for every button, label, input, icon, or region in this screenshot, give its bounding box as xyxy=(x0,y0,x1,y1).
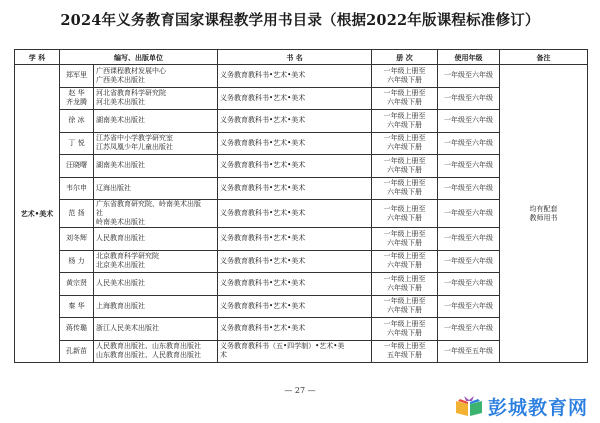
volumes-cell xyxy=(372,87,438,110)
cell-line: 六年级下册 xyxy=(387,328,422,337)
publisher-cell xyxy=(94,228,218,251)
publisher-cell xyxy=(94,87,218,110)
cell-line: 义务教育教科书•艺术•美术 xyxy=(220,234,306,243)
cell-line: 秦 华 xyxy=(68,301,85,310)
editor-cell xyxy=(60,295,94,318)
book-logo-icon xyxy=(454,395,484,417)
cell-line: 五年级下册 xyxy=(387,351,422,360)
cell-line: 徐 冰 xyxy=(68,116,85,125)
editor-cell xyxy=(60,110,94,133)
editor-cell xyxy=(60,318,94,341)
volumes-cell xyxy=(372,200,438,228)
cell-line: 义务教育教科书•艺术•美术 xyxy=(220,301,306,310)
book-title-cell xyxy=(218,340,372,363)
cell-line: 义务教育教科书•艺术•美术 xyxy=(220,209,306,217)
book-title-cell xyxy=(218,200,372,228)
cell-line: 人民教育出版社、山东教育出版社 xyxy=(96,342,201,351)
grade-cell: 一年级至六年级 xyxy=(438,273,500,296)
textbook-catalog-table xyxy=(14,49,588,363)
volumes-cell xyxy=(372,65,438,88)
cell-line: 河北美术出版社 xyxy=(96,98,145,107)
cell-line: 六年级下册 xyxy=(387,120,422,129)
note-cell xyxy=(500,65,588,363)
grade-cell: 一年级至六年级 xyxy=(438,110,500,133)
page-number: — 27 — xyxy=(284,386,316,395)
publisher-cell xyxy=(94,250,218,273)
header-volumes: 册 次 xyxy=(372,50,438,65)
cell-line: 义务教育教科书•艺术•美术 xyxy=(220,138,306,147)
volumes-cell xyxy=(372,177,438,200)
cell-line: 义务教育教科书•艺术•美术 xyxy=(220,71,306,80)
cell-line: 北京教育科学研究院 xyxy=(96,252,159,261)
editor-cell xyxy=(60,177,94,200)
cell-line: 汪晓曙 xyxy=(66,161,87,170)
book-title-cell xyxy=(218,87,372,110)
cell-line: 江苏凤凰少年儿童出版社 xyxy=(96,143,173,152)
cell-line: 社 xyxy=(96,209,103,217)
cell-line: 义务教育教科书•艺术•美术 xyxy=(220,324,306,333)
cell-line: 韦尔申 xyxy=(66,183,87,192)
volumes-cell xyxy=(372,228,438,251)
volumes-cell xyxy=(372,132,438,155)
grade-cell: 一年级至六年级 xyxy=(438,318,500,341)
cell-line: 人民教育出版社 xyxy=(96,234,145,243)
cell-line: 岭南美术出版社 xyxy=(96,218,145,226)
header-editor-publisher: 编写、出版单位 xyxy=(60,50,218,65)
book-title-cell xyxy=(218,110,372,133)
grade-cell: 一年级至六年级 xyxy=(438,65,500,88)
publisher-cell xyxy=(94,177,218,200)
header-note: 备注 xyxy=(500,50,588,65)
publisher-cell xyxy=(94,200,218,228)
cell-line: 义务教育教科书•艺术•美术 xyxy=(220,279,306,288)
publisher-cell xyxy=(94,155,218,178)
volumes-cell xyxy=(372,250,438,273)
cell-line: 丁 悦 xyxy=(68,138,85,147)
grade-cell: 一年级至六年级 xyxy=(438,228,500,251)
cell-line: 教师用书 xyxy=(529,213,558,222)
subject-cell: 艺术•美术 xyxy=(15,65,60,363)
book-title-cell xyxy=(218,273,372,296)
cell-line: 一年级上册至 xyxy=(383,342,426,351)
cell-line: 黄宗贤 xyxy=(66,279,87,288)
cell-line: 蒋传璐 xyxy=(66,324,87,333)
cell-line: 江苏省中小学教学研究室 xyxy=(96,134,173,143)
page-title: 2024年义务教育国家课程教学用书目录（根据2022年版课程标准修订） xyxy=(60,12,540,29)
cell-line: 六年级下册 xyxy=(387,98,422,107)
header-subject: 学 科 xyxy=(15,50,60,65)
publisher-cell xyxy=(94,65,218,88)
grade-cell: 一年级至六年级 xyxy=(438,200,500,228)
cell-line: 辽海出版社 xyxy=(96,183,131,192)
cell-line: 六年级下册 xyxy=(387,238,422,247)
volumes-cell xyxy=(372,318,438,341)
grade-cell: 一年级至六年级 xyxy=(438,295,500,318)
publisher-cell xyxy=(94,340,218,363)
publisher-cell xyxy=(94,132,218,155)
volumes-cell xyxy=(372,155,438,178)
grade-cell: 一年级至六年级 xyxy=(438,250,500,273)
cell-line: 义务教育教科书•艺术•美术 xyxy=(220,93,306,102)
grade-cell: 一年级至五年级 xyxy=(438,340,500,363)
editor-cell xyxy=(60,200,94,228)
grade-cell: 一年级至六年级 xyxy=(438,87,500,110)
publisher-cell xyxy=(94,295,218,318)
cell-line: 六年级下册 xyxy=(387,143,422,152)
cell-line: 一年级上册至 xyxy=(383,252,426,261)
grade-cell: 一年级至六年级 xyxy=(438,155,500,178)
cell-line: 杨 力 xyxy=(68,256,85,265)
cell-line: 六年级下册 xyxy=(387,283,422,292)
book-title-cell xyxy=(218,65,372,88)
cell-line: 一年级上册至 xyxy=(383,274,426,283)
cell-line: 六年级下册 xyxy=(387,261,422,270)
header-book-title: 书 名 xyxy=(218,50,372,65)
cell-line: 湖南美术出版社 xyxy=(96,161,145,170)
cell-line: 一年级上册至 xyxy=(383,179,426,188)
book-title-cell xyxy=(218,295,372,318)
cell-line: 六年级下册 xyxy=(387,306,422,315)
book-title-cell xyxy=(218,318,372,341)
publisher-cell xyxy=(94,273,218,296)
cell-line: 一年级上册至 xyxy=(383,204,426,213)
cell-line: 术 xyxy=(220,351,227,360)
editor-cell xyxy=(60,65,94,88)
book-title-cell xyxy=(218,177,372,200)
header-grade: 使用年级 xyxy=(438,50,500,65)
cell-line: 均有配套 xyxy=(529,204,558,213)
book-title-cell xyxy=(218,250,372,273)
cell-line: 山东教育出版社、人民教育出版社 xyxy=(96,351,201,360)
cell-line: 一年级上册至 xyxy=(383,66,426,75)
cell-line: 一年级上册至 xyxy=(383,156,426,165)
publisher-cell xyxy=(94,110,218,133)
cell-line: 人民美术出版社 xyxy=(96,279,145,288)
cell-line: 河北省教育科学研究院 xyxy=(96,89,166,98)
editor-cell xyxy=(60,155,94,178)
editor-cell xyxy=(60,250,94,273)
book-title-cell xyxy=(218,228,372,251)
grade-cell: 一年级至六年级 xyxy=(438,132,500,155)
cell-line: 北京美术出版社 xyxy=(96,261,145,270)
cell-line: 一年级上册至 xyxy=(383,229,426,238)
book-title-cell xyxy=(218,155,372,178)
publisher-cell xyxy=(94,318,218,341)
cell-line: 义务教育教科书•艺术•美术 xyxy=(220,116,306,125)
cell-line: 义务教育教科书•艺术•美术 xyxy=(220,161,306,170)
cell-line: 一年级上册至 xyxy=(383,297,426,306)
cell-line: 六年级下册 xyxy=(387,213,422,222)
volumes-cell xyxy=(372,110,438,133)
editor-cell xyxy=(60,87,94,110)
cell-line: 六年级下册 xyxy=(387,75,422,84)
editor-cell xyxy=(60,132,94,155)
table-header-row xyxy=(15,50,588,65)
grade-cell: 一年级至六年级 xyxy=(438,177,500,200)
cell-line: 赵 华 xyxy=(68,89,85,98)
editor-cell xyxy=(60,340,94,363)
cell-line: 齐龙腾 xyxy=(66,98,87,107)
cell-line: 湖南美术出版社 xyxy=(96,116,145,125)
editor-cell xyxy=(60,273,94,296)
cell-line: 一年级上册至 xyxy=(383,134,426,143)
watermark-text: 彭城教育网 xyxy=(487,396,588,419)
cell-line: 一年级上册至 xyxy=(383,319,426,328)
volumes-cell xyxy=(372,340,438,363)
cell-line: 广西美术出版社 xyxy=(96,75,145,84)
cell-line: 六年级下册 xyxy=(387,165,422,174)
cell-line: 义务教育教科书（五•四学制）•艺术•美 xyxy=(220,342,345,351)
editor-cell xyxy=(60,228,94,251)
cell-line: 刘冬辉 xyxy=(66,234,87,243)
table-row xyxy=(15,65,588,88)
site-watermark xyxy=(454,393,588,419)
cell-line: 广西课程教材发展中心 xyxy=(96,66,166,75)
volumes-cell xyxy=(372,273,438,296)
cell-line: 郑军里 xyxy=(66,71,87,80)
cell-line: 浙江人民美术出版社 xyxy=(96,324,159,333)
cell-line: 义务教育教科书•艺术•美术 xyxy=(220,183,306,192)
cell-line: 广东省教育研究院、岭南美术出版 xyxy=(96,200,201,208)
cell-line: 一年级上册至 xyxy=(383,89,426,98)
cell-line: 义务教育教科书•艺术•美术 xyxy=(220,256,306,265)
cell-line: 上海教育出版社 xyxy=(96,301,145,310)
cell-line: 一年级上册至 xyxy=(383,111,426,120)
cell-line: 六年级下册 xyxy=(387,188,422,197)
cell-line: 孔新苗 xyxy=(66,346,87,355)
cell-line: 范 扬 xyxy=(68,209,85,217)
book-title-cell xyxy=(218,132,372,155)
volumes-cell xyxy=(372,295,438,318)
